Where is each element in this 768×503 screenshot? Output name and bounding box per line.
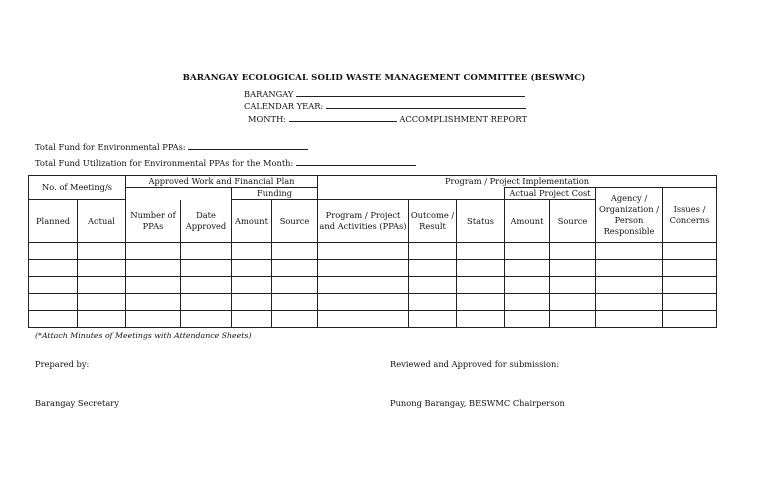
table-cell[interactable] — [550, 294, 596, 311]
table-cell[interactable] — [232, 311, 272, 328]
preparer-title: Barangay Secretary — [35, 398, 119, 408]
table-cell[interactable] — [126, 311, 181, 328]
ppi-group-header: Program / Project Implementation — [318, 176, 717, 188]
table-cell[interactable] — [126, 277, 181, 294]
table-row — [29, 294, 717, 311]
barangay-blank — [296, 88, 525, 97]
barangay-line — [244, 88, 525, 99]
table-cell[interactable] — [663, 277, 717, 294]
issues-header: Issues / Concerns — [663, 188, 717, 243]
meetings-group-header: No. of Meeting/s — [29, 176, 126, 200]
status-header: Status — [457, 200, 505, 243]
prepared-by-label: Prepared by: — [35, 359, 90, 369]
table-cell[interactable] — [596, 311, 663, 328]
table-cell[interactable] — [596, 277, 663, 294]
total-util-blank — [296, 157, 416, 166]
total-util-label: Total Fund Utilization for Environmental PPAs for the Month: — [35, 158, 294, 168]
table-cell[interactable] — [505, 243, 550, 260]
table-cell[interactable] — [505, 277, 550, 294]
table-cell[interactable] — [457, 311, 505, 328]
outcome-header: Outcome / Result — [409, 200, 457, 243]
table-cell[interactable] — [663, 260, 717, 277]
table-cell[interactable] — [78, 311, 126, 328]
table-cell[interactable] — [596, 294, 663, 311]
total-fund-line — [35, 141, 308, 152]
table-cell[interactable] — [318, 294, 409, 311]
barangay-label: BARANGAY — [244, 89, 294, 99]
table-cell[interactable] — [505, 311, 550, 328]
calendar-year-blank — [326, 100, 526, 109]
accomplishment-table — [28, 175, 717, 328]
table-cell[interactable] — [409, 277, 457, 294]
table-cell[interactable] — [29, 243, 78, 260]
table-cell[interactable] — [181, 294, 232, 311]
table-cell[interactable] — [126, 260, 181, 277]
table-cell[interactable] — [550, 311, 596, 328]
program-project-header: Program / Project and Activities (PPAs) — [318, 200, 409, 243]
table-cell[interactable] — [272, 311, 318, 328]
table-cell[interactable] — [409, 260, 457, 277]
awfp-group-header: Approved Work and Financial Plan — [126, 176, 318, 188]
total-util-line — [35, 157, 416, 168]
table-cell[interactable] — [505, 260, 550, 277]
table-cell[interactable] — [318, 277, 409, 294]
attach-note: (*Attach Minutes of Meetings with Attendance Sheets) — [35, 331, 252, 340]
table-cell[interactable] — [29, 277, 78, 294]
table-cell[interactable] — [457, 260, 505, 277]
funding-amount-header: Amount — [232, 200, 272, 243]
table-cell[interactable] — [29, 294, 78, 311]
month-label: MONTH: — [248, 114, 287, 124]
table-row — [29, 243, 717, 260]
reviewed-label: Reviewed and Approved for submission: — [390, 359, 560, 369]
cost-amount-header: Amount — [505, 200, 550, 243]
agency-header: Agency / Organization / Person Responsible — [596, 188, 663, 243]
table-cell[interactable] — [318, 243, 409, 260]
actual-header: Actual — [78, 200, 126, 243]
awfp-spacer — [126, 188, 232, 200]
table-cell[interactable] — [457, 294, 505, 311]
table-cell[interactable] — [272, 294, 318, 311]
table-cell[interactable] — [232, 277, 272, 294]
table-row — [29, 311, 717, 328]
table-cell[interactable] — [181, 243, 232, 260]
date-approved-header: Date Approved — [181, 200, 232, 243]
table-cell[interactable] — [409, 294, 457, 311]
table-cell[interactable] — [126, 294, 181, 311]
table-cell[interactable] — [457, 277, 505, 294]
table-cell[interactable] — [29, 311, 78, 328]
table-row — [29, 260, 717, 277]
table-cell[interactable] — [457, 243, 505, 260]
table-cell[interactable] — [663, 294, 717, 311]
table-cell[interactable] — [181, 277, 232, 294]
table-cell[interactable] — [181, 260, 232, 277]
table-cell[interactable] — [272, 260, 318, 277]
ppi-spacer — [318, 188, 505, 200]
table-cell[interactable] — [232, 294, 272, 311]
total-fund-blank — [188, 141, 308, 150]
report-title: BARANGAY ECOLOGICAL SOLID WASTE MANAGEMENT COMMITTEE (BESWMC) — [182, 73, 586, 83]
table-cell[interactable] — [550, 260, 596, 277]
accomplishment-report-label: ACCOMPLISHMENT REPORT — [399, 114, 527, 124]
num-ppas-header: Number of PPAs — [126, 200, 181, 243]
actual-cost-group-header: Actual Project Cost — [505, 188, 596, 200]
month-line — [248, 113, 527, 124]
table-cell[interactable] — [505, 294, 550, 311]
table-cell[interactable] — [78, 243, 126, 260]
table-cell[interactable] — [409, 311, 457, 328]
table-cell[interactable] — [663, 243, 717, 260]
funding-source-header: Source — [272, 200, 318, 243]
table-cell[interactable] — [663, 311, 717, 328]
table-cell[interactable] — [596, 243, 663, 260]
funding-group-header: Funding — [232, 188, 318, 200]
table-cell[interactable] — [550, 243, 596, 260]
table-cell[interactable] — [78, 260, 126, 277]
calendar-year-label: CALENDAR YEAR: — [244, 101, 324, 111]
table-cell[interactable] — [78, 294, 126, 311]
calendar-year-line — [244, 100, 526, 111]
approver-title: Punong Barangay, BESWMC Chairperson — [390, 398, 565, 408]
table-cell[interactable] — [232, 243, 272, 260]
cost-source-header: Source — [550, 200, 596, 243]
table-cell[interactable] — [596, 260, 663, 277]
month-blank — [289, 113, 397, 122]
table-cell[interactable] — [29, 260, 78, 277]
table-cell[interactable] — [550, 277, 596, 294]
table-cell[interactable] — [409, 243, 457, 260]
table-cell[interactable] — [318, 260, 409, 277]
table-row — [29, 277, 717, 294]
table-cell[interactable] — [181, 311, 232, 328]
table-cell[interactable] — [232, 260, 272, 277]
table-cell[interactable] — [272, 277, 318, 294]
planned-header: Planned — [29, 200, 78, 243]
table-cell[interactable] — [78, 277, 126, 294]
table-cell[interactable] — [318, 311, 409, 328]
total-fund-label: Total Fund for Environmental PPAs: — [35, 142, 186, 152]
table-cell[interactable] — [272, 243, 318, 260]
table-cell[interactable] — [126, 243, 181, 260]
